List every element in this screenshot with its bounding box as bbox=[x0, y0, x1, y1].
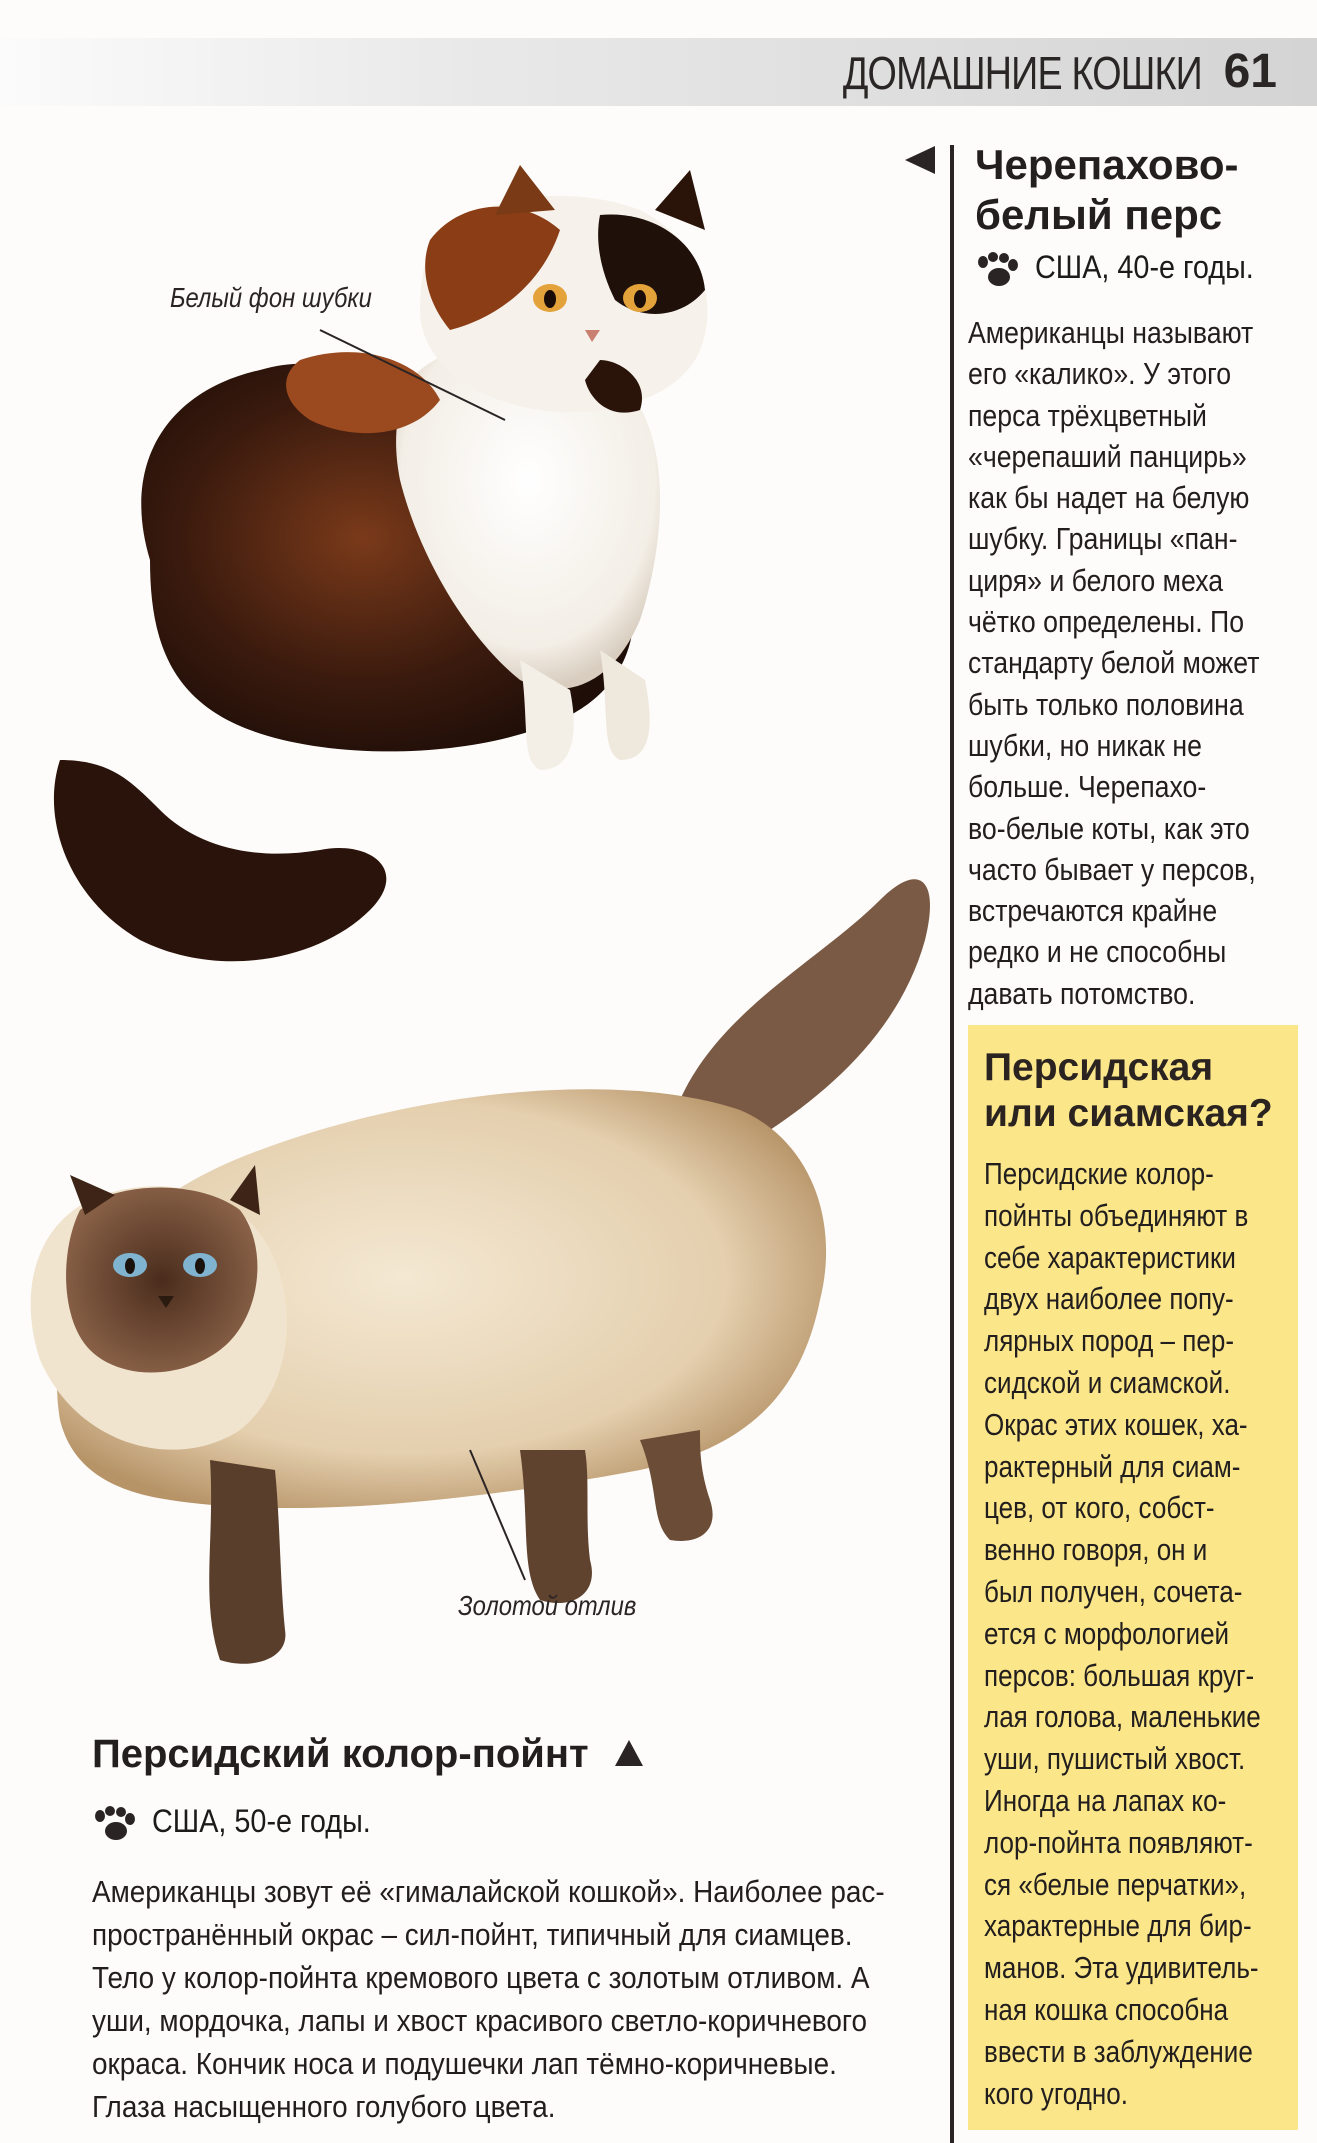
text-line: манов. Эта удивитель- bbox=[984, 1950, 1259, 1986]
page-number: 61 bbox=[1223, 45, 1277, 98]
text-line: его «калико». У этого bbox=[968, 356, 1232, 392]
text-line: ная кошка способна bbox=[984, 1991, 1229, 2027]
callout-body bbox=[984, 1153, 1294, 2114]
text-line: кого угодно. bbox=[984, 2075, 1128, 2111]
arrow-up-icon bbox=[615, 1740, 643, 1766]
colorpoint-cat-illustration bbox=[31, 879, 930, 1664]
main-heading bbox=[92, 1732, 912, 1777]
text-line: был получен, сочета- bbox=[984, 1573, 1243, 1609]
text-line: ввести в заблуждение bbox=[984, 2033, 1253, 2069]
caption-white-coat: Белый фон шубки bbox=[170, 282, 372, 313]
paw-icon bbox=[92, 1806, 136, 1842]
main-body bbox=[92, 1870, 932, 2128]
text-line: как бы надет на белую bbox=[968, 480, 1250, 516]
paw-icon bbox=[975, 252, 1019, 288]
text-line: Окрас этих кошек, ха- bbox=[984, 1406, 1248, 1442]
text-line: Иногда на лапах ко- bbox=[984, 1782, 1227, 1818]
main-heading-text: Персидский колор-пойнт bbox=[92, 1732, 589, 1776]
text-line: Американцы зовут её «гималайской кошкой». Наиболее рас- bbox=[92, 1874, 885, 1909]
sidebar-heading-line: белый перс bbox=[975, 191, 1223, 238]
text-line: Глаза насыщенного голубого цвета. bbox=[92, 2089, 556, 2124]
text-line: Американцы называют bbox=[968, 315, 1254, 350]
callout-heading-line: или сиамская? bbox=[984, 1092, 1273, 1135]
main-origin bbox=[92, 1800, 692, 1842]
callout-heading-line: Персидская bbox=[984, 1046, 1214, 1089]
text-line: шубку. Границы «пан- bbox=[968, 521, 1238, 557]
text-line: Тело у колор-пойнта кремового цвета с золотым отливом. А bbox=[92, 1960, 870, 1995]
text-line: стандарту белой может bbox=[968, 645, 1260, 681]
text-line: себе характеристики bbox=[984, 1239, 1236, 1275]
text-line: давать потомство. bbox=[968, 975, 1196, 1011]
sidebar-body bbox=[968, 312, 1300, 1014]
sidebar-origin bbox=[975, 246, 1305, 288]
text-line: окраса. Кончик носа и подушечки лап тёмно-коричневые. bbox=[92, 2046, 837, 2081]
caption-golden-sheen: Золотой отлив bbox=[458, 1590, 637, 1621]
text-line: уши, пушистый хвост. bbox=[984, 1741, 1246, 1777]
text-line: сидской и сиамской. bbox=[984, 1364, 1231, 1400]
sidebar-heading-line: Черепахово- bbox=[975, 141, 1239, 188]
text-line: цев, от кого, собст- bbox=[984, 1490, 1215, 1526]
text-line: перса трёхцветный bbox=[968, 397, 1207, 433]
text-line: ся «белые перчатки», bbox=[984, 1866, 1247, 1902]
sidebar-origin-text: США, 40-е годы. bbox=[1035, 249, 1254, 285]
text-line: редко и не способны bbox=[968, 934, 1227, 970]
arrow-left-icon bbox=[905, 146, 935, 174]
text-line: во-белые коты, как это bbox=[968, 810, 1250, 846]
callout-heading bbox=[984, 1045, 1294, 1137]
main-origin-text: США, 50-е годы. bbox=[152, 1803, 371, 1839]
text-line: характерные для бир- bbox=[984, 1908, 1252, 1944]
text-line: часто бывает у персов, bbox=[968, 851, 1256, 887]
text-line: больше. Черепахо- bbox=[968, 769, 1207, 805]
sidebar-heading bbox=[975, 140, 1295, 240]
text-line: пространённый окрас – сил-пойнт, типичный для сиамцев. bbox=[92, 1917, 853, 1952]
calico-cat-illustration bbox=[54, 165, 708, 961]
running-header-title: ДОМАШНИЕ КОШКИ bbox=[842, 47, 1202, 99]
text-line: «черепаший панцирь» bbox=[968, 438, 1247, 474]
text-line: ется с морфологией bbox=[984, 1615, 1230, 1651]
text-line: быть только половина bbox=[968, 686, 1244, 722]
text-line: лярных пород – пер- bbox=[984, 1323, 1234, 1359]
text-line: уши, мордочка, лапы и хвост красивого светло-коричневого bbox=[92, 2003, 868, 2038]
text-line: двух наиболее попу- bbox=[984, 1281, 1234, 1317]
callout-box bbox=[968, 1025, 1298, 2130]
text-line: встречаются крайне bbox=[968, 893, 1218, 929]
column-divider bbox=[950, 145, 954, 2143]
text-line: венно говоря, он и bbox=[984, 1532, 1208, 1568]
text-line: лая голова, маленькие bbox=[984, 1699, 1261, 1735]
text-line: шубки, но никак не bbox=[968, 727, 1202, 763]
text-line: пойнты объединяют в bbox=[984, 1197, 1249, 1233]
text-line: чётко определены. По bbox=[968, 604, 1245, 640]
text-line: циря» и белого меха bbox=[968, 562, 1224, 598]
text-line: персов: большая круг- bbox=[984, 1657, 1255, 1693]
text-line: лор-пойнта появляют- bbox=[984, 1824, 1253, 1860]
text-line: рактерный для сиам- bbox=[984, 1448, 1241, 1484]
text-line: Персидские колор- bbox=[984, 1156, 1214, 1191]
